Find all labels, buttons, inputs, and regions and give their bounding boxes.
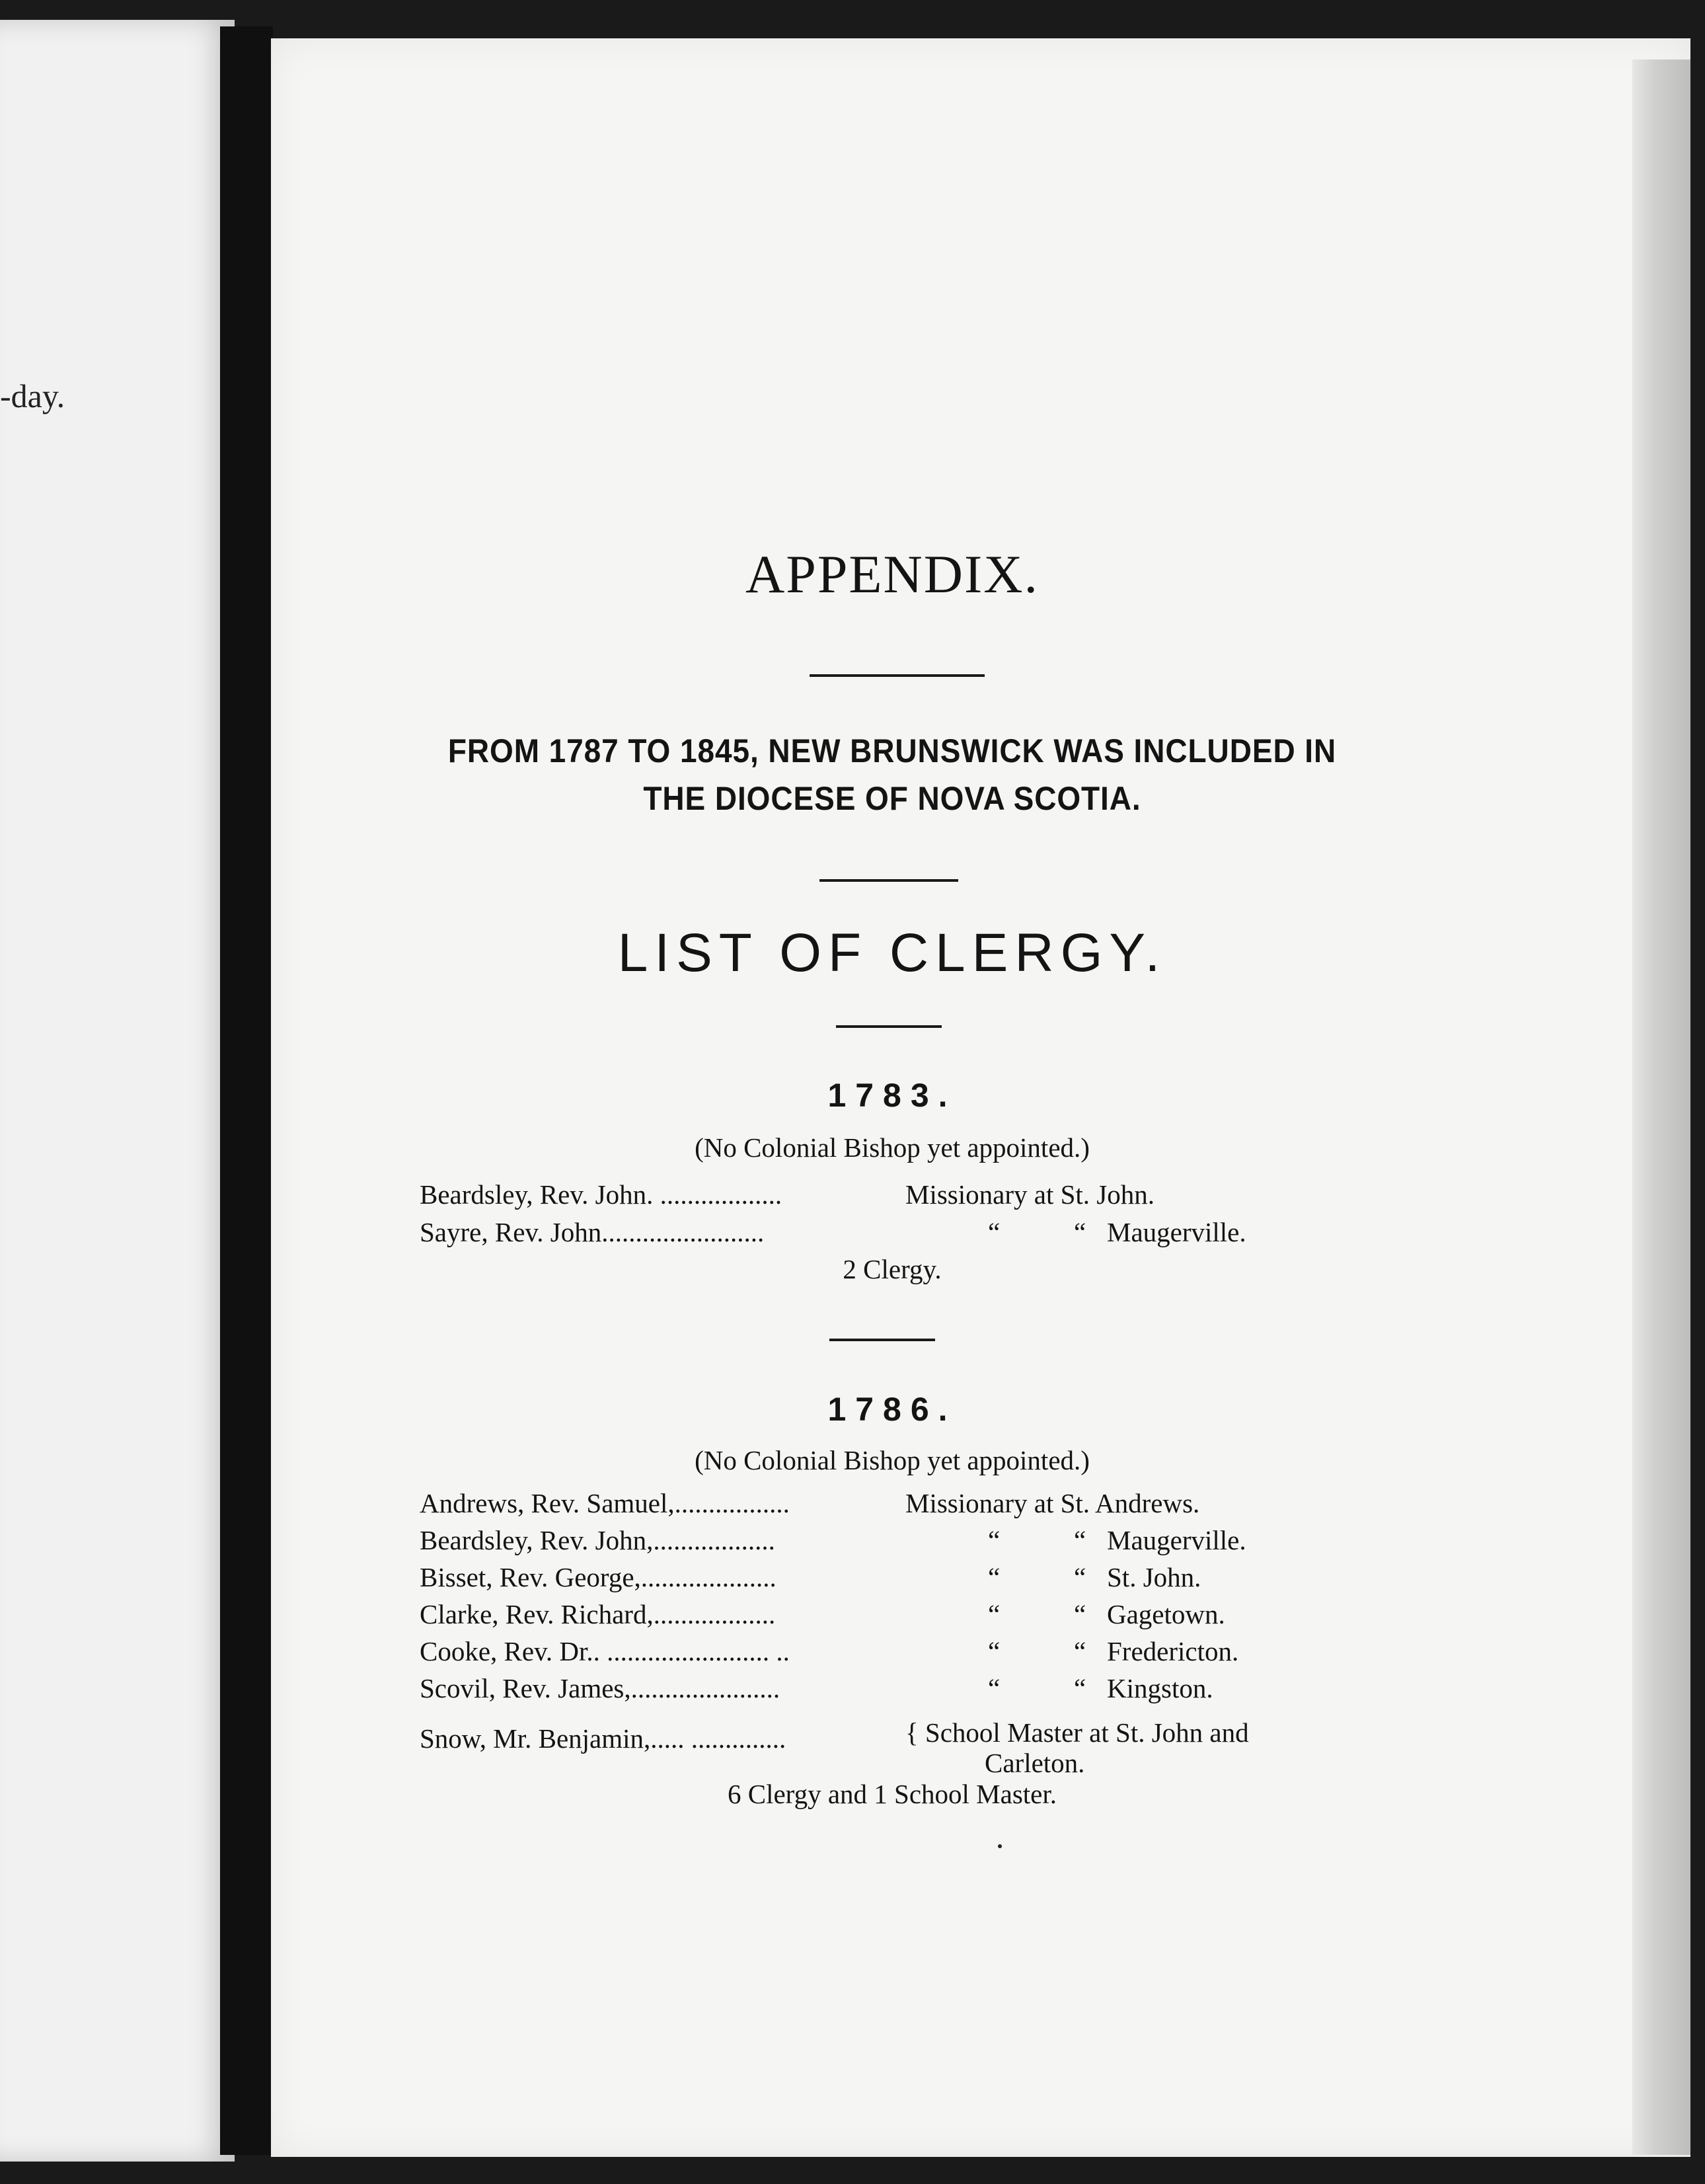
clergy-entry [420,1561,1411,1596]
appendix-subtitle [436,727,1348,822]
clergy-place: Maugerville. [1107,1525,1246,1555]
page-edge [1632,59,1690,2155]
clergy-name: Cooke, Rev. Dr.. ........................ .. [420,1636,790,1666]
clergy-total-1786: 6 Clergy and 1 School Master. [727,1779,1057,1809]
divider-rule [836,1025,942,1028]
subtitle-line-2: THE DIOCESE OF NOVA SCOTIA. [643,780,1141,817]
clergy-entry [420,1524,1411,1559]
ditto-mark: “ [1074,1525,1086,1555]
clergy-name: Beardsley, Rev. John,.................. [420,1525,775,1555]
divider-rule [829,1339,935,1341]
clergy-name: Clarke, Rev. Richard,.................. [420,1599,776,1629]
clergy-place: Gagetown. [1107,1599,1225,1629]
clergy-role [905,1717,1394,1778]
subtitle-line-1: FROM 1787 TO 1845, NEW BRUNSWICK WAS INCLUDED IN [447,732,1337,769]
clergy-name: Scovil, Rev. James,...................... [420,1673,780,1703]
appendix-title: APPENDIX. [745,544,1039,604]
list-title: LIST OF CLERGY. [617,923,1167,983]
clergy-role: Missionary at St. John. [905,1179,1155,1210]
clergy-entry [420,1598,1411,1633]
bishop-note-1786: (No Colonial Bishop yet appointed.) [695,1445,1090,1475]
clergy-place: Fredericton. [1107,1636,1239,1666]
book-gutter [220,26,273,2155]
clergy-role-line: Carleton. [985,1748,1085,1778]
ditto-mark: “ [1074,1562,1086,1592]
clergy-name: Andrews, Rev. Samuel,................. [420,1488,790,1518]
divider-rule [819,879,958,882]
year-heading-1783: 1783. [827,1077,957,1114]
ditto-mark: “ [988,1673,1001,1703]
divider-rule [810,674,985,677]
bishop-note-1783: (No Colonial Bishop yet appointed.) [695,1132,1090,1163]
year-heading-1786: 1786. [827,1391,957,1428]
ditto-mark: “ [1074,1673,1086,1703]
clergy-place: Maugerville. [1107,1217,1246,1247]
clergy-name: Beardsley, Rev. John. .................. [420,1179,782,1210]
ditto-mark: “ [1074,1217,1086,1247]
clergy-place: St. John. [1107,1562,1201,1592]
ditto-mark: “ [988,1599,1001,1629]
clergy-role: Missionary at St. Andrews. [905,1488,1200,1518]
clergy-name: Bisset, Rev. George,.................... [420,1562,777,1592]
ditto-mark: “ [988,1525,1001,1555]
ditto-mark: “ [988,1636,1001,1666]
clergy-entry [420,1179,1411,1213]
ditto-mark: “ [1074,1636,1086,1666]
ditto-mark: “ [988,1562,1001,1592]
clergy-entry [420,1717,1411,1783]
clergy-name: Snow, Mr. Benjamin,..... .............. [420,1723,786,1754]
ditto-mark: “ [988,1217,1001,1247]
clergy-entry [420,1672,1411,1707]
print-speck [998,1844,1002,1848]
left-page-text-fragment: -day. [0,377,65,414]
clergy-name: Sayre, Rev. John........................ [420,1217,765,1247]
ditto-mark: “ [1074,1599,1086,1629]
left-page [0,20,235,2162]
clergy-entry [420,1635,1411,1670]
clergy-entry [420,1216,1411,1251]
clergy-entry [420,1487,1411,1522]
clergy-total-1783: 2 Clergy. [843,1254,942,1284]
clergy-role-line: { School Master at St. John and [905,1717,1249,1748]
clergy-place: Kingston. [1107,1673,1213,1703]
